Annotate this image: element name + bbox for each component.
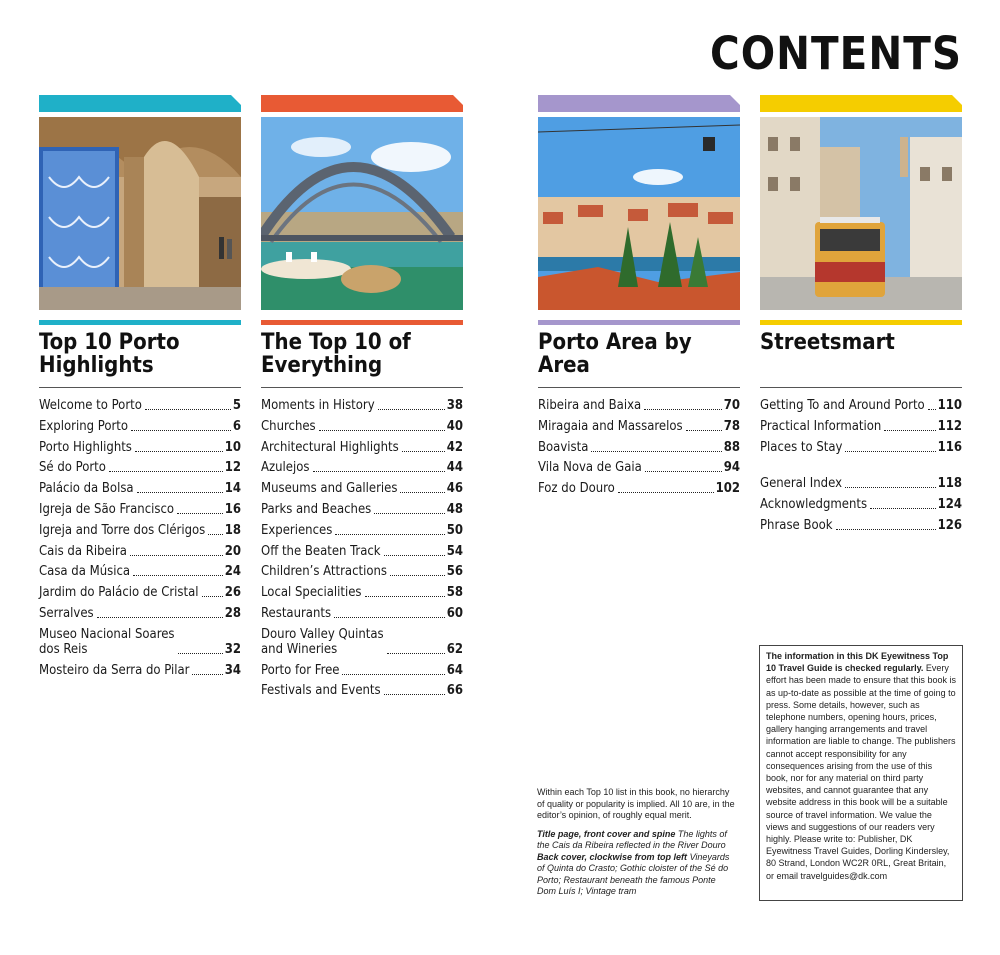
toc-entry-title: Children’s Attractions (261, 564, 387, 580)
toc-entry-title: Serralves (39, 605, 94, 621)
toc-entry[interactable] (261, 502, 463, 517)
toc-entry-page: 94 (723, 460, 740, 476)
toc-entry-title: Restaurants (261, 605, 332, 621)
toc-entry-title: Sé do Porto (39, 460, 106, 476)
divider (538, 387, 740, 388)
toc-entry-page: 126 (937, 517, 962, 533)
toc-entry-title: Welcome to Porto (39, 398, 142, 413)
toc-entry[interactable] (760, 398, 962, 413)
toc-entry[interactable] (39, 523, 241, 538)
section-title: Top 10 Porto Highlights (39, 330, 180, 378)
section-title: The Top 10 of Everything (261, 330, 411, 378)
section-streetsmart (760, 95, 962, 539)
dot-leader (645, 471, 722, 472)
toc-entry[interactable] (39, 627, 241, 657)
cloister-photo (39, 117, 241, 310)
toc-entry-title: Museums and Galleries (261, 481, 398, 497)
toc-entry-page: 54 (446, 543, 463, 559)
disclaimer-lead: The information in this DK Eyewitness Top 10 Travel Guide is checked regularly. (766, 651, 949, 674)
toc-entry-page: 118 (937, 476, 962, 492)
tram-photo (760, 117, 962, 310)
toc-entry-title: Exploring Porto (39, 418, 129, 434)
credit-text: Vineyards of Quinta do Crasto; Gothic cloister of the Sé do Porto; Restaurant beneath the famous Ponte Dom Luís I; Vintage tram (537, 851, 730, 896)
dot-leader (387, 653, 445, 654)
toc-entry[interactable] (760, 440, 962, 455)
toc-entry[interactable] (538, 460, 740, 475)
toc-entry-title: Azulejos (261, 460, 310, 476)
credit-label: Title page, front cover and spine (537, 828, 676, 839)
toc-entry-title: Architectural Highlights (261, 439, 399, 455)
dot-leader (870, 508, 935, 509)
section-tab (261, 95, 463, 112)
toc-entry[interactable] (261, 460, 463, 475)
toc-entry[interactable] (261, 606, 463, 621)
toc-entry-title: Douro Valley Quintas and Wineries (261, 626, 384, 657)
dot-leader (109, 471, 223, 472)
bridge-photo (261, 117, 463, 310)
toc-entry-page: 42 (446, 439, 463, 455)
dot-leader (928, 409, 936, 410)
page-title: CONTENTS (710, 27, 962, 80)
toc-entry[interactable] (39, 481, 241, 496)
dot-leader (208, 534, 222, 535)
toc-entry[interactable] (538, 398, 740, 413)
toc-entry[interactable] (261, 398, 463, 413)
toc-entry[interactable] (39, 606, 241, 621)
toc-entry-page: 34 (224, 662, 241, 678)
dot-leader (319, 430, 445, 431)
dot-leader (334, 617, 445, 618)
cablecar-photo (538, 117, 740, 310)
toc-entry-title: Boavista (538, 439, 589, 455)
dot-leader (202, 596, 223, 597)
divider (760, 387, 962, 388)
section-tab (760, 95, 962, 112)
toc-entry-title: Porto for Free (261, 662, 340, 678)
disclaimer-box (759, 645, 963, 901)
toc-entry-title: Miragaia and Massarelos (538, 418, 683, 434)
toc-entry[interactable] (39, 460, 241, 475)
toc-entry-page: 66 (446, 683, 463, 699)
toc-entry-page: 58 (446, 585, 463, 601)
toc-entry-page: 44 (446, 460, 463, 476)
dot-leader (884, 430, 935, 431)
toc-entry[interactable] (538, 440, 740, 455)
dot-leader (97, 617, 223, 618)
toc-entry[interactable] (261, 544, 463, 559)
toc-entry-page: 124 (937, 497, 962, 513)
toc-entry-page: 10 (224, 439, 241, 455)
toc-entry-title: Practical Information (760, 418, 882, 434)
toc-entry-page: 14 (224, 481, 241, 497)
section-tab (39, 95, 241, 112)
toc-entry-title: Cais da Ribeira (39, 543, 127, 559)
dot-leader (845, 487, 936, 488)
dot-leader (836, 529, 936, 530)
toc-entry[interactable] (261, 481, 463, 496)
dot-leader (591, 451, 721, 452)
dot-leader (145, 409, 231, 410)
toc-entry[interactable] (39, 585, 241, 600)
dot-leader (131, 430, 231, 431)
toc-entry[interactable] (261, 663, 463, 678)
section-rule (538, 320, 740, 325)
toc-entry[interactable] (760, 497, 962, 512)
toc-entry[interactable] (760, 476, 962, 491)
dot-leader (390, 575, 445, 576)
toc-entry-title: Mosteiro da Serra do Pilar (39, 662, 190, 678)
toc-entry-title: Museo Nacional Soares dos Reis (39, 626, 175, 657)
toc-entry[interactable] (261, 523, 463, 538)
toc-entry-page: 5 (232, 398, 241, 413)
section-tab (538, 95, 740, 112)
toc-entry[interactable] (760, 518, 962, 533)
toc-list (538, 398, 740, 496)
toc-entry[interactable] (39, 663, 241, 678)
list-gap (760, 460, 962, 476)
toc-entry-page: 62 (446, 641, 463, 657)
toc-entry[interactable] (39, 419, 241, 434)
toc-entry-title: Places to Stay (760, 439, 843, 455)
credit-label: Back cover, clockwise from top left (537, 851, 688, 862)
toc-entry-title: Festivals and Events (261, 683, 381, 699)
toc-entry-page: 88 (723, 439, 740, 455)
toc-entry[interactable] (261, 440, 463, 455)
toc-entry-title: Churches (261, 418, 316, 434)
toc-entry-page: 18 (224, 522, 241, 538)
dot-leader (192, 674, 222, 675)
toc-entry-page: 64 (446, 662, 463, 678)
dot-leader (384, 694, 445, 695)
toc-entry-title: Getting To and Around Porto (760, 398, 925, 413)
dot-leader (402, 451, 445, 452)
dot-leader (335, 534, 444, 535)
toc-entry-title: Moments in History (261, 398, 375, 413)
toc-entry[interactable] (760, 419, 962, 434)
dot-leader (618, 492, 714, 493)
dot-leader (133, 575, 223, 576)
dot-leader (177, 513, 223, 514)
toc-entry-page: 50 (446, 522, 463, 538)
dot-leader (374, 513, 444, 514)
toc-entry-title: Igreja de São Francisco (39, 501, 175, 517)
dot-leader (130, 555, 223, 556)
toc-entry[interactable] (261, 564, 463, 579)
toc-entry-page: 112 (937, 418, 962, 434)
credit-text: The lights of the Cais da Ribeira reflected in the River Douro (537, 828, 727, 850)
toc-entry-page: 46 (446, 481, 463, 497)
toc-entry-page: 12 (224, 460, 241, 476)
toc-entry[interactable] (261, 627, 463, 657)
section-everything (261, 95, 463, 704)
toc-entry-page: 28 (224, 605, 241, 621)
toc-entry-title: Palácio da Bolsa (39, 481, 134, 497)
toc-entry-page: 20 (224, 543, 241, 559)
toc-entry-title: Casa da Música (39, 564, 131, 580)
toc-entry[interactable] (39, 398, 241, 413)
dot-leader (135, 451, 223, 452)
toc-entry[interactable] (39, 564, 241, 579)
section-area (538, 95, 740, 502)
dot-leader (400, 492, 444, 493)
divider (261, 387, 463, 388)
toc-entry-page: 116 (937, 439, 962, 455)
dot-leader (178, 653, 223, 654)
dot-leader (313, 471, 445, 472)
toc-entry-page: 102 (715, 481, 740, 497)
dot-leader (342, 674, 444, 675)
toc-list (261, 398, 463, 698)
toc-entry-page: 26 (224, 585, 241, 601)
toc-entry[interactable] (39, 544, 241, 559)
section-rule (261, 320, 463, 325)
image-credits (537, 829, 737, 898)
toc-entry-page: 16 (224, 501, 241, 517)
toc-entry-page: 110 (937, 398, 962, 413)
bridge-illustration (261, 117, 463, 310)
dot-leader (365, 596, 445, 597)
toc-entry-title: Acknowledgments (760, 497, 868, 513)
toc-entry[interactable] (538, 419, 740, 434)
toc-entry-page: 48 (446, 501, 463, 517)
section-highlights (39, 95, 241, 683)
toc-entry-title: General Index (760, 476, 842, 492)
cloister-illustration (39, 117, 241, 310)
toc-entry-page: 6 (232, 418, 241, 434)
section-title: Porto Area by Area (538, 330, 692, 378)
toc-entry-page: 78 (723, 418, 740, 434)
toc-entry[interactable] (261, 585, 463, 600)
toc-entry-page: 56 (446, 564, 463, 580)
dot-leader (137, 492, 223, 493)
toc-entry[interactable] (538, 481, 740, 496)
toc-entry-title: Parks and Beaches (261, 501, 372, 517)
toc-entry-title: Porto Highlights (39, 439, 132, 455)
toc-entry-page: 40 (446, 418, 463, 434)
toc-entry-title: Phrase Book (760, 517, 833, 533)
section-rule (39, 320, 241, 325)
section-title: Streetsmart (760, 330, 895, 355)
dot-leader (845, 451, 935, 452)
toc-entry-page: 60 (446, 605, 463, 621)
dot-leader (644, 409, 722, 410)
toc-entry-title: Igreja and Torre dos Clérigos (39, 522, 206, 538)
toc-entry[interactable] (39, 502, 241, 517)
editorial-note (537, 787, 737, 905)
dot-leader (378, 409, 445, 410)
dot-leader (384, 555, 445, 556)
cablecar-illustration (538, 117, 740, 310)
toc-entry[interactable] (39, 440, 241, 455)
toc-entry-page: 70 (723, 398, 740, 413)
toc-entry-title: Ribeira and Baixa (538, 398, 642, 413)
toc-list (39, 398, 241, 678)
dot-leader (686, 430, 722, 431)
toc-entry-title: Jardim do Palácio de Cristal (39, 585, 199, 601)
toc-entry-title: Vila Nova de Gaia (538, 460, 642, 476)
toc-entry-title: Foz do Douro (538, 481, 615, 497)
toc-entry[interactable] (261, 419, 463, 434)
toc-entry[interactable] (261, 683, 463, 698)
toc-list-appendix (760, 476, 962, 533)
section-rule (760, 320, 962, 325)
divider (39, 387, 241, 388)
hierarchy-note: Within each Top 10 list in this book, no hierarchy of quality or popularity is implied. All 10 are, in the editor’s opinion, of roughly equal merit. (537, 787, 735, 820)
toc-entry-title: Off the Beaten Track (261, 543, 381, 559)
toc-entry-page: 24 (224, 564, 241, 580)
tram-illustration (760, 117, 962, 310)
toc-entry-page: 32 (224, 641, 241, 657)
toc-list (760, 398, 962, 455)
toc-entry-title: Experiences (261, 522, 333, 538)
toc-entry-title: Local Specialities (261, 585, 362, 601)
toc-entry-page: 38 (446, 398, 463, 413)
disclaimer-body: Every effort has been made to ensure that this book is as up-to-date as possible at the time of going to press. Some details, however, such as telephone numbers, opening hours, prices, gallery hanging arrangements and travel information are liable to change. The publishers cannot accept responsibility for any consequences arising from the use of this book, nor for any material on third party websites, and cannot guarantee that any website address in this book will be a suitable source of travel information. We value the views and suggestions of our readers very highly. Please write to: Publisher, DK Eyewitness Travel Guides, Dorling Kindersley, 80 Strand, London WC2R 0RL, Great Britain, or email travelguides@dk.com (766, 663, 956, 881)
